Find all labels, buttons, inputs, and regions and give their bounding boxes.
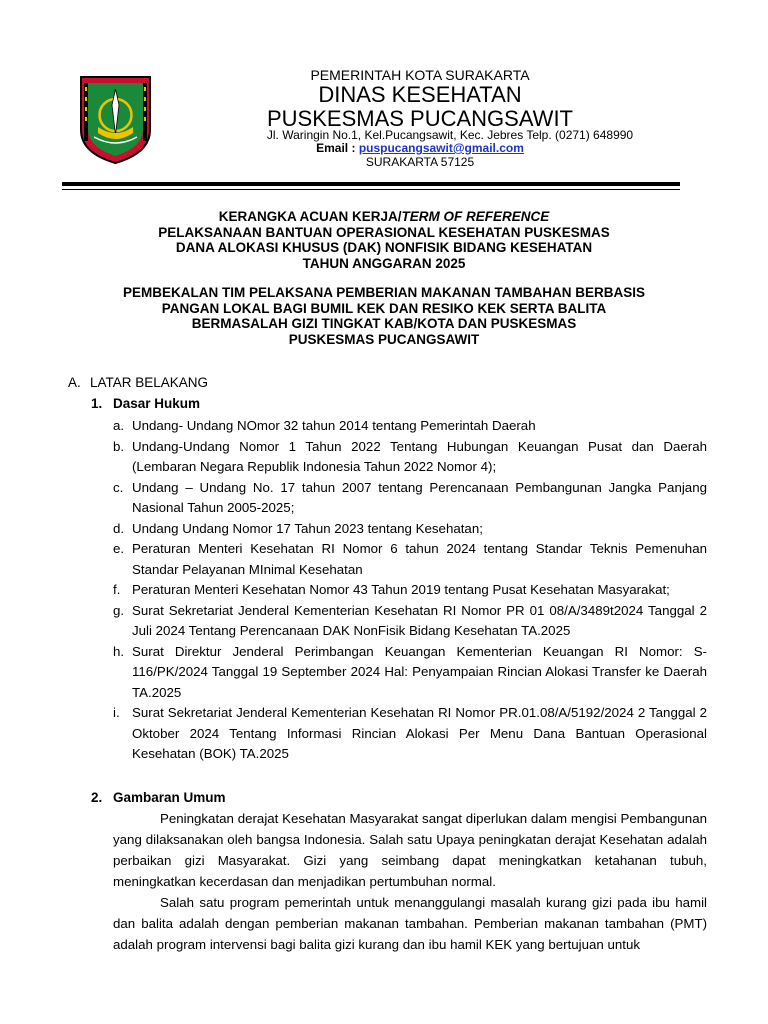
- legal-basis-list: [113, 416, 707, 765]
- email-link[interactable]: puspucangsawit@gmail.com: [358, 141, 524, 155]
- subtitle-block: [60, 285, 708, 347]
- list-item: g. Surat Sekretariat Jenderal Kementerian Kesehatan RI Nomor PR 01 08/A/3489t2024 Tanggal 2 Juli 2024 Tentang Perencanaan DAK NonFisik Bidang Kesehatan TA.2025: [113, 602, 707, 638]
- email-label: Email :: [316, 141, 356, 155]
- title-line-3: DANA ALOKASI KHUSUS (DAK) NONFISIK BIDANG KESEHATAN: [175, 240, 593, 255]
- list-item: b. Undang-Undang Nomor 1 Tahun 2022 Tentang Hubungan Keuangan Pusat dan Daerah (Lembaran Negara Republik Indonesia Tahun 2022 Nomor 4);: [113, 438, 707, 474]
- city-emblem-logo: [78, 75, 153, 165]
- list-item: e. Peraturan Menteri Kesehatan RI Nomor 6 tahun 2024 tentang Standar Teknis Pemenuhan Standar Pelayanan MInimal Kesehatan: [113, 541, 707, 577]
- list-item: c. Undang – Undang No. 17 tahun 2007 tentang Perencanaan Pembangunan Jangka Panjang Nasional Tahun 2005-2025;: [113, 479, 707, 515]
- letterhead-government: PEMERINTAH KOTA SURAKARTA: [310, 67, 530, 83]
- subtitle-line-1: PEMBEKALAN TIM PELAKSANA PEMBERIAN MAKANAN TAMBAHAN BERBASIS: [123, 285, 645, 300]
- subtitle-line-4: PUSKESMAS PUCANGSAWIT: [288, 331, 480, 347]
- subsection-heading-2: 2. Gambaran Umum: [91, 790, 226, 805]
- list-item: f. Peraturan Menteri Kesehatan Nomor 43 Tahun 2019 tentang Pusat Kesehatan Masyarakat;: [113, 582, 670, 597]
- list-item: i. Surat Sekretariat Jenderal Kementerian Kesehatan RI Nomor PR.01.08/A/5192/2024 2 Tanggal 2 Oktober 2024 Tentang Informasi Rincian Alokasi Per Menu Dana Bantuan Operasional Kesehatan (BOK) TA.2025: [113, 705, 707, 761]
- letterhead-address: Jl. Waringin No.1, Kel.Pucangsawit, Kec. Jebres Telp. (0271) 648990: [266, 128, 634, 142]
- paragraph-2: Salah satu program pemerintah untuk menanggulangi masalah kurang gizi pada ibu hamil dan balita adalah dengan pemberian makanan tambahan. Pemberian makanan tambahan (PMT) adalah program intervensi bagi balita gizi kurang dan ibu hamil KEK yang bertujuan untuk: [113, 895, 707, 952]
- title-block: [60, 209, 708, 271]
- letterhead-puskesmas: PUSKESMAS PUCANGSAWIT: [266, 106, 573, 131]
- list-item: a. Undang- Undang NOmor 32 tahun 2014 tentang Pemerintah Daerah: [113, 418, 536, 433]
- subsection-heading-1: 1. Dasar Hukum: [91, 396, 201, 411]
- letterhead-department: DINAS KESEHATAN: [318, 82, 522, 107]
- title-line-1: KERANGKA ACUAN KERJA/TERM OF REFERENCE: [218, 209, 550, 224]
- section-heading-a: A. LATAR BELAKANG: [68, 375, 209, 390]
- list-item: h. Surat Direktur Jenderal Perimbangan Keuangan Kementerian Keuangan RI Nomor: S-116/PK/2024 Tanggal 19 September 2024 Hal: Penyampaian Rincian Alokasi Transfer ke Daerah TA.2025: [113, 643, 707, 700]
- subtitle-line-3: BERMASALAH GIZI TINGKAT KAB/KOTA DAN PUSKESMAS: [191, 316, 577, 331]
- subtitle-line-2: PANGAN LOKAL BAGI BUMIL KEK DAN RESIKO KEK SERTA BALITA: [161, 300, 607, 316]
- header-rule-thin: [62, 189, 680, 190]
- header-rule-thick: [62, 182, 680, 186]
- list-item: d. Undang Undang Nomor 17 Tahun 2023 tentang Kesehatan;: [113, 520, 483, 536]
- title-line-4: TAHUN ANGGARAN 2025: [302, 255, 466, 271]
- title-line-2: PELAKSANAAN BANTUAN OPERASIONAL KESEHATAN PUSKESMAS: [158, 224, 610, 240]
- letterhead-email-line: [160, 141, 680, 155]
- paragraph-1: Peningkatan derajat Kesehatan Masyarakat sangat diperlukan dalam mengisi Pembangunan yang dilaksanakan oleh bangsa Indonesia. Salah satu Upaya peningkatan derajat Kesehatan adalah perbaikan gizi Masyarakat. Gizi yang seimbang dapat meningkatkan ketahanan tubuh, meningkatkan kecerdasan dan menjadikan pertumbuhan normal.: [113, 811, 707, 889]
- letterhead-city: SURAKARTA 57125: [365, 155, 475, 169]
